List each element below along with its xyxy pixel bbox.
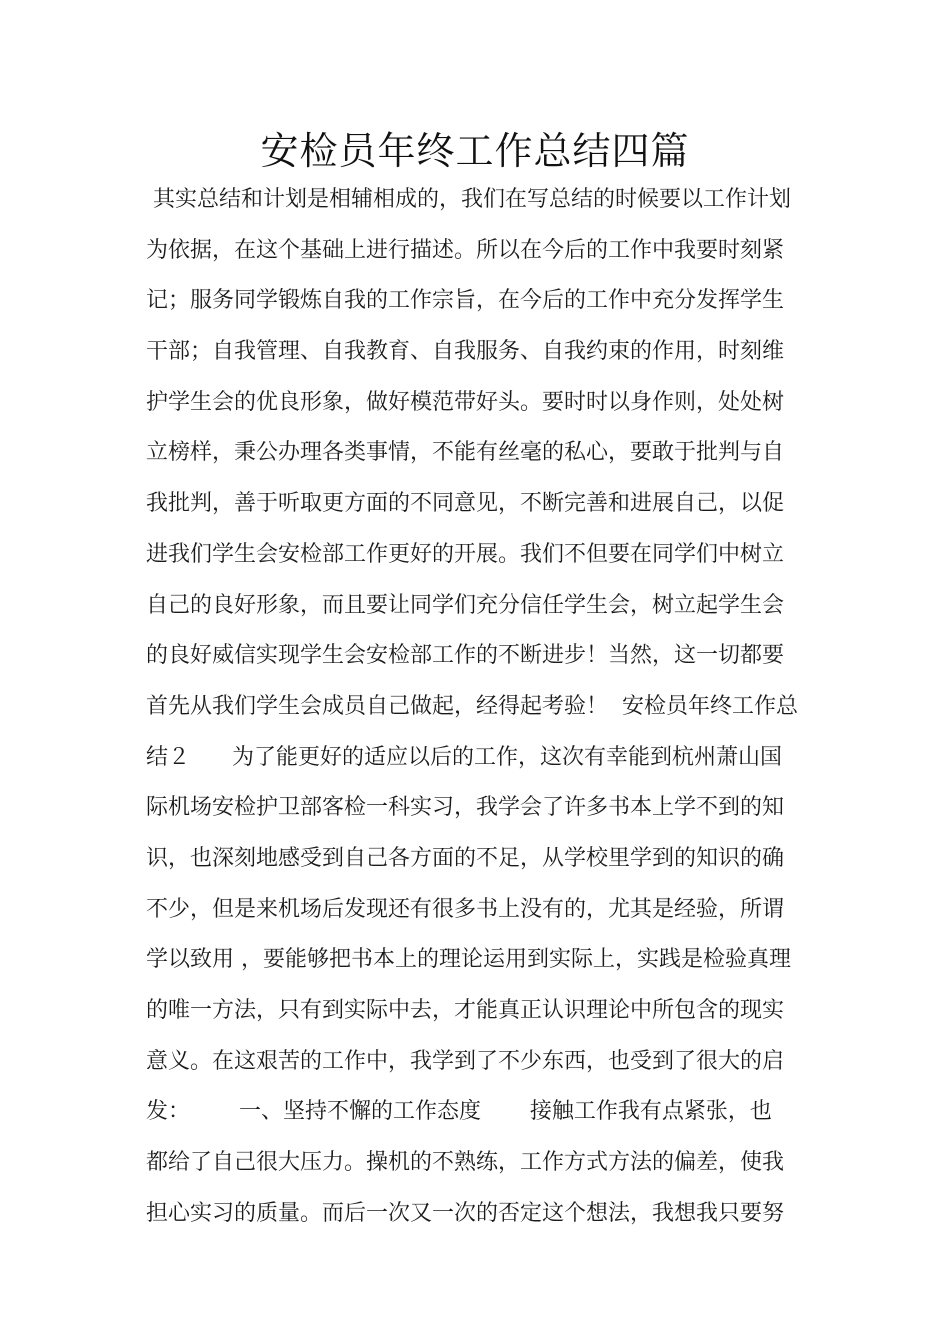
body-line: 都给了自己很大压力。操机的不熟练，工作方式方法的偏差，使我: [146, 1150, 785, 1176]
document-body: [146, 181, 810, 1245]
body-line: 我批判，善于听取更方面的不同意见，不断完善和进展自己，以促: [146, 491, 785, 517]
body-line: 首先从我们学生会成员自己做起，经得起考验！ 安检员年终工作总: [146, 693, 798, 719]
body-line: 干部；自我管理、自我教育、自我服务、自我约束的作用，时刻维: [146, 339, 785, 365]
body-line: 结２ 为了能更好的适应以后的工作，这次有幸能到杭州萧山国: [146, 744, 782, 770]
body-line: 记；服务同学锻炼自我的工作宗旨，在今后的工作中充分发挥学生: [146, 288, 785, 314]
body-line: 不少，但是来机场后发现还有很多书上没有的，尤其是经验，所谓: [146, 896, 785, 922]
body-line: 护学生会的优良形象，做好模范带好头。要时时以身作则，处处树: [146, 389, 785, 415]
document-title: 安检员年终工作总结四篇: [260, 129, 690, 173]
body-line: 进我们学生会安检部工作更好的开展。我们不但要在同学们中树立: [146, 541, 785, 567]
body-line: 学以致用 ，要能够把书本上的理论运用到实际上，实践是检验真理: [146, 947, 791, 973]
body-line: 发： 一、坚持不懈的工作态度 接触工作我有点紧张，也: [146, 1099, 772, 1125]
body-line: 担心实习的质量。而后一次又一次的否定这个想法，我想我只要努: [146, 1200, 785, 1226]
body-line: 识，也深刻地感受到自己各方面的不足，从学校里学到的知识的确: [146, 845, 785, 871]
body-line: 立榜样，秉公办理各类事情，不能有丝毫的私心，要敢于批判与自: [146, 440, 785, 466]
body-line: 的唯一方法，只有到实际中去，才能真正认识理论中所包含的现实: [146, 998, 785, 1023]
body-line: 自己的良好形象，而且要让同学们充分信任学生会，树立起学生会: [146, 592, 785, 618]
body-line: 的良好威信实现学生会安检部工作的不断进步！当然，这一切都要: [146, 643, 785, 669]
body-line: 意义。在这艰苦的工作中，我学到了不少东西，也受到了很大的启: [146, 1048, 785, 1074]
body-line: 其实总结和计划是相辅相成的，我们在写总结的时候要以工作计划: [146, 187, 791, 212]
body-line: 际机场安检护卫部客检一科实习，我学会了许多书本上学不到的知: [146, 795, 785, 821]
body-line: 为依据，在这个基础上进行描述。所以在今后的工作中我要时刻紧: [146, 237, 785, 263]
